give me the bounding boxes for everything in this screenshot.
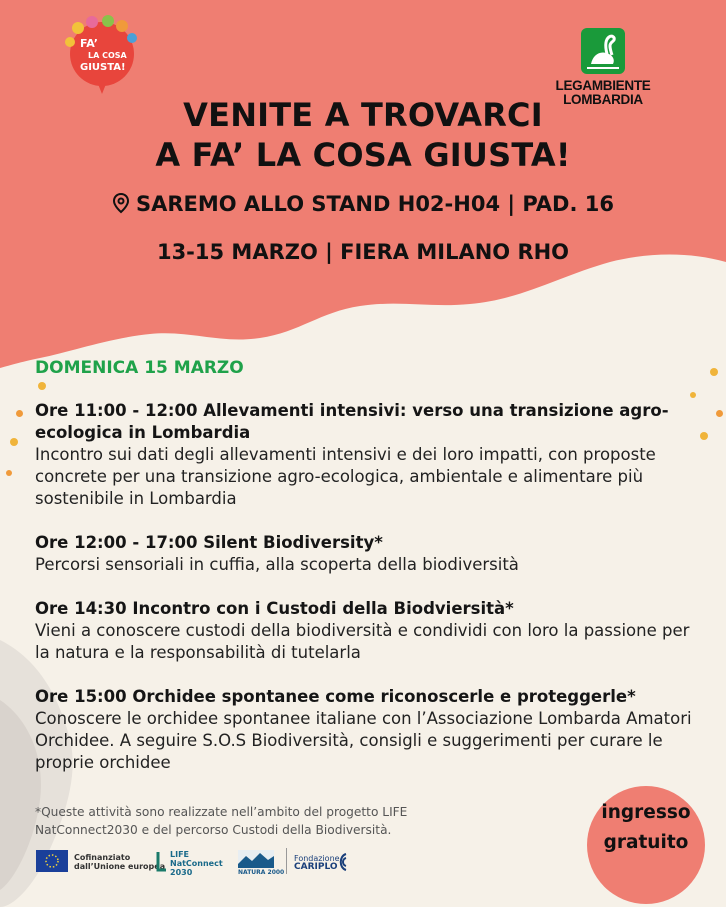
- event-heading: Ore 12:00 - 17:00 Silent Biodiversity*: [35, 533, 383, 552]
- fa-logo-line3: GIUSTA!: [80, 62, 126, 73]
- event-description: Vieni a conoscere custodi della biodiversità e condividi con loro la passione per la natura e la responsabilità di tutelarla: [35, 621, 690, 662]
- cariplo-logo-line1: Fondazione: [294, 854, 340, 863]
- event-item: [35, 532, 705, 576]
- stand-text: SAREMO ALLO STAND H02-H04 | PAD. 16: [135, 192, 615, 216]
- legambiente-logo-line1: LEGAMBIENTE: [555, 78, 651, 93]
- life-logo-line1: LIFE: [170, 850, 190, 859]
- life-logo-icon: [156, 850, 168, 872]
- confetti-dot: [16, 410, 23, 417]
- sponsor-logos: [36, 846, 366, 876]
- confetti-dot: [6, 470, 12, 476]
- event-description: Conoscere le orchidee spontanee italiane con l’Associazione Lombarda Amatori Orchidee. A seguire S.O.S Biodiversità, consigli e suggerimenti per curare le proprie orchidee: [35, 709, 692, 772]
- event-description: Percorsi sensoriali in cuffia, alla scoperta della biodiversità: [35, 555, 519, 574]
- location-pin-icon: [112, 192, 130, 214]
- event-item: [35, 598, 705, 664]
- life-logo-line3: 2030: [170, 868, 193, 877]
- life-logo-text: [170, 850, 223, 877]
- eu-logo-line1: Cofinanziato: [74, 853, 131, 862]
- footnote: *Queste attività sono realizzate nell’ambito del progetto LIFE NatConnect2030 e del percorso Custodi della Biodiversità.: [35, 805, 408, 837]
- fa-logo-line2: LA COSA: [88, 51, 127, 60]
- program: [35, 358, 705, 796]
- fa-logo-line1: FA’: [80, 37, 98, 50]
- fa-la-cosa-giusta-logo: [58, 14, 146, 96]
- stand-location: [0, 192, 726, 216]
- event-description: Incontro sui dati degli allevamenti intensivi e dei loro impatti, con proposte concrete per una transizione agro-ecologica, ambientale e alimentare più sostenibile in Lombardia: [35, 445, 656, 508]
- confetti-dot: [10, 438, 18, 446]
- eu-logo-line2: dall’Unione europea: [74, 862, 166, 871]
- badge-line2: gratuito: [603, 832, 689, 853]
- page-title: [0, 92, 726, 175]
- event-heading: Ore 11:00 - 12:00 Allevamenti intensivi: verso una transizione agro-ecologica in Lombardia: [35, 401, 669, 442]
- eu-flag-icon: [36, 850, 68, 872]
- divider: [286, 848, 287, 874]
- confetti-dot: [710, 368, 718, 376]
- cariplo-logo-line2: CARIPLO: [294, 862, 338, 872]
- natura-2000-icon: [238, 850, 274, 868]
- natura-logo-text: NATURA 2000: [238, 869, 285, 876]
- eu-logo-text: [74, 853, 165, 871]
- cariplo-logo-text: [294, 854, 340, 872]
- badge-line1: ingresso: [601, 802, 691, 823]
- cariplo-mark-icon: [336, 852, 348, 872]
- free-entry-badge: [587, 786, 705, 904]
- confetti-dot: [716, 410, 723, 417]
- event-heading: Ore 14:30 Incontro con i Custodi della Biodviersità*: [35, 599, 514, 618]
- title-line2: A FA’ LA COSA GIUSTA!: [155, 136, 571, 174]
- title-line1: VENITE A TROVARCI: [183, 96, 543, 134]
- swan-icon: [581, 28, 625, 74]
- event-heading: Ore 15:00 Orchidee spontanee come riconoscerle e proteggerle*: [35, 687, 636, 706]
- life-logo-line2: NatConnect: [170, 859, 223, 868]
- legambiente-logo-line2: LOMBARDIA: [563, 92, 643, 107]
- program-day: DOMENICA 15 MARZO: [35, 358, 244, 378]
- event-dates: 13-15 MARZO | FIERA MILANO RHO: [156, 240, 570, 264]
- event-item: [35, 686, 705, 774]
- event-item: [35, 400, 705, 510]
